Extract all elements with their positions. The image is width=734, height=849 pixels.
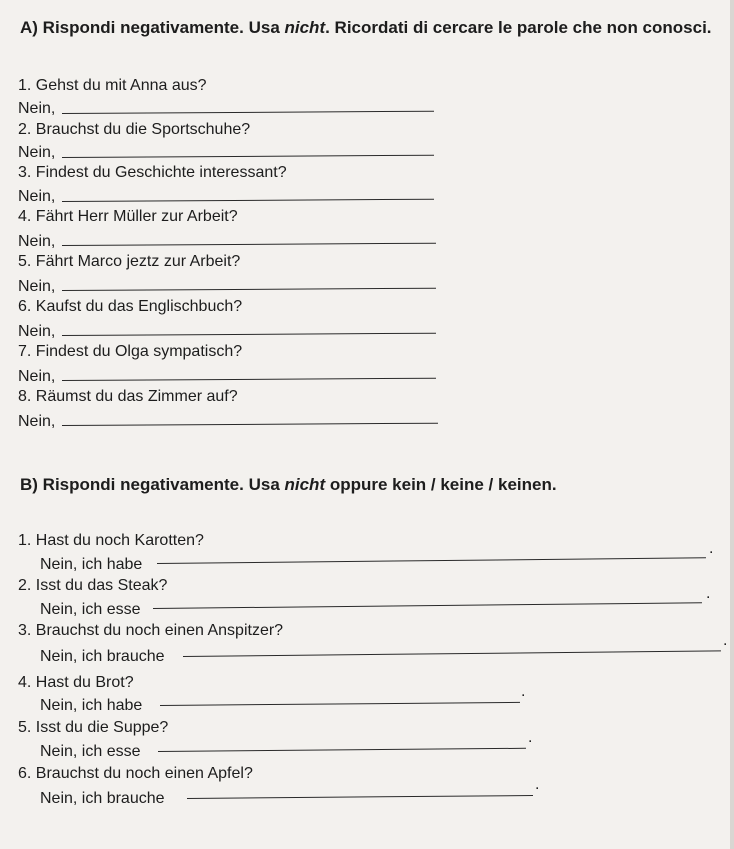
sentence-end: . [528, 729, 533, 746]
answer-prefix: Nein, [18, 233, 56, 250]
question-text: 3. Findest du Geschichte interessant? [18, 164, 287, 181]
page-edge-shadow [730, 0, 734, 849]
sentence-end: . [521, 683, 526, 700]
answer-blank[interactable] [62, 333, 436, 336]
answer-blank[interactable] [183, 650, 721, 657]
answer-blank[interactable] [62, 243, 436, 246]
answer-blank[interactable] [62, 288, 436, 291]
answer-blank[interactable] [62, 423, 438, 426]
question-text: 5. Isst du die Suppe? [18, 719, 169, 736]
question-text: 6. Kaufst du das Englischbuch? [18, 298, 243, 315]
answer-blank[interactable] [62, 199, 434, 202]
question-text: 4. Fährt Herr Müller zur Arbeit? [18, 208, 238, 225]
answer-prefix: Nein, [18, 100, 56, 117]
question-text: 6. Brauchst du noch einen Apfel? [18, 765, 253, 782]
section-a-title-emphasis: nicht [284, 18, 326, 37]
section-b-title-emphasis: nicht [284, 475, 326, 494]
answer-prefix: Nein, ich esse [40, 601, 141, 618]
answer-prefix: Nein, ich brauche [40, 648, 165, 665]
question-text: 5. Fährt Marco jeztz zur Arbeit? [18, 253, 241, 270]
question-text: 3. Brauchst du noch einen Anspitzer? [18, 622, 284, 639]
answer-blank[interactable] [62, 111, 434, 114]
answer-prefix: Nein, [18, 368, 56, 385]
answer-blank[interactable] [62, 378, 436, 381]
answer-blank[interactable] [62, 155, 434, 158]
answer-blank[interactable] [160, 702, 520, 706]
question-text: 4. Hast du Brot? [18, 674, 134, 691]
answer-blank[interactable] [187, 795, 533, 799]
answer-prefix: Nein, ich habe [40, 556, 143, 573]
sentence-end: . [709, 540, 714, 557]
answer-blank[interactable] [157, 557, 706, 564]
section-a-title-end: . Ricordati di cercare le parole che non conosci. [325, 18, 712, 37]
sentence-end: . [535, 776, 540, 793]
answer-prefix: Nein, [18, 323, 56, 340]
question-text: 7. Findest du Olga sympatisch? [18, 343, 243, 360]
answer-prefix: Nein, [18, 278, 56, 295]
question-text: 1. Gehst du mit Anna aus? [18, 77, 207, 94]
section-b-title-start: B) Rispondi negativamente. Usa [20, 475, 285, 494]
question-text: 1. Hast du noch Karotten? [18, 532, 204, 549]
section-b-title [20, 475, 557, 495]
sentence-end: . [706, 585, 711, 602]
answer-prefix: Nein, [18, 188, 56, 205]
answer-blank[interactable] [158, 748, 526, 752]
section-a-title [20, 18, 712, 38]
question-text: 2. Brauchst du die Sportschuhe? [18, 121, 251, 138]
answer-prefix: Nein, [18, 413, 56, 430]
section-a-title-start: A) Rispondi negativamente. Usa [20, 18, 285, 37]
sentence-end: . [723, 632, 728, 649]
answer-prefix: Nein, [18, 144, 56, 161]
question-text: 2. Isst du das Steak? [18, 577, 168, 594]
answer-prefix: Nein, ich brauche [40, 790, 165, 807]
answer-blank[interactable] [153, 602, 702, 609]
answer-prefix: Nein, ich esse [40, 743, 141, 760]
answer-prefix: Nein, ich habe [40, 697, 143, 714]
section-b-title-end: oppure kein / keine / keinen. [325, 475, 557, 494]
question-text: 8. Räumst du das Zimmer auf? [18, 388, 238, 405]
